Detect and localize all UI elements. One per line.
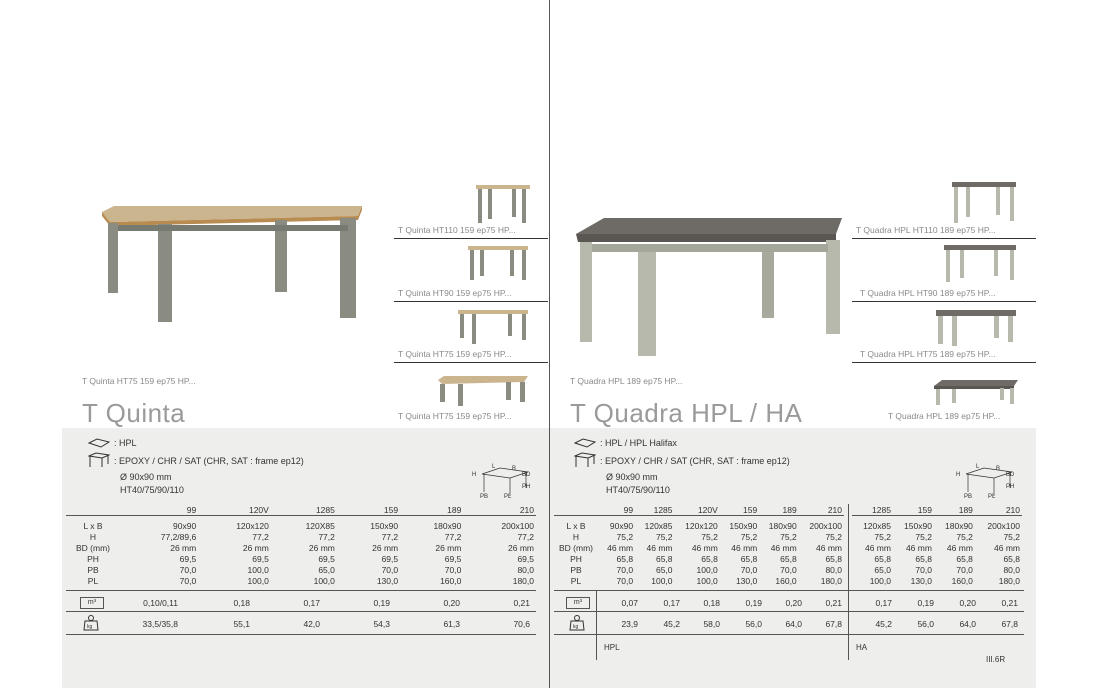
table-cell: 150x90 (729, 520, 758, 531)
table-cell: 120X85 (305, 520, 335, 531)
quadra-thumb-ht90 (942, 243, 1018, 285)
weight-icon (568, 614, 586, 632)
quadra-m3: 0,21 (1001, 598, 1018, 608)
table-cell: 69,5 (179, 553, 197, 564)
tabletop-icon (88, 437, 110, 449)
table-cell: 189 (782, 504, 797, 515)
diagram-h: H (956, 472, 961, 478)
table-cell: 75,2 (616, 531, 634, 542)
quadra-frame-finish: : EPOXY / CHR / SAT (CHR, SAT : frame ep12) (600, 456, 790, 466)
table-cell: 77,2 (444, 531, 462, 542)
quadra-kg: 67,8 (825, 619, 842, 629)
table-cell: 80,0 (825, 564, 842, 575)
table-cell: PH (570, 553, 582, 564)
diagram-pl: PL (504, 494, 512, 500)
quadra-m3: 0,19 (745, 598, 762, 608)
table-separator (848, 504, 849, 660)
table-cell: 130,0 (376, 575, 399, 586)
page-spine (549, 0, 550, 688)
divider (394, 362, 548, 363)
quadra-top-material: : HPL / HPL Halifax (600, 438, 677, 448)
table-cell: 200x100 (501, 520, 534, 531)
table-row (66, 564, 536, 575)
quadra-kg: 23,9 (621, 619, 638, 629)
table-cell: 160,0 (951, 575, 973, 586)
divider (554, 611, 1024, 612)
table-cell: 210 (827, 504, 842, 515)
table-row (852, 575, 1022, 586)
quadra-thumb-caption-4: T Quadra HPL 189 ep75 HP... (888, 411, 1001, 421)
quinta-frame-finish: : EPOXY / CHR / SAT (CHR, SAT : frame ep12) (114, 456, 304, 466)
ha-label: HA (856, 643, 868, 652)
quadra-m3: 0,19 (917, 598, 934, 608)
weight-label: kg (87, 624, 93, 630)
page-code: III.6R (986, 655, 1006, 664)
quinta-thumb-low (436, 374, 530, 408)
table-cell: 160,0 (440, 575, 462, 586)
table-cell: 46 mm (816, 542, 842, 553)
divider (554, 634, 1024, 635)
table-cell: 70,0 (956, 564, 973, 575)
quinta-m3-0: 0,10/0,11 (143, 598, 178, 608)
table-cell: 70,0 (780, 564, 797, 575)
table-cell: 69,5 (381, 553, 399, 564)
table-cell: 65,8 (701, 553, 718, 564)
quadra-kg: 67,8 (1001, 619, 1018, 629)
quinta-kg-3: 54,3 (373, 619, 390, 629)
divider (852, 238, 1036, 239)
hpl-label: HPL (604, 643, 620, 652)
diagram-h: H (472, 472, 477, 478)
table-row (852, 553, 1022, 564)
table-cell: 46 mm (946, 542, 973, 553)
quinta-main-image (100, 200, 365, 325)
diagram-l: L (492, 464, 496, 470)
quadra-kg: 56,0 (745, 619, 762, 629)
quadra-thumb-caption-3: T Quadra HPL HT75 189 ep75 HP... (860, 349, 996, 359)
divider (66, 590, 536, 591)
row-label: PL (87, 575, 99, 586)
table-cell: 180,0 (512, 575, 534, 586)
quinta-kg-1: 55,1 (233, 619, 250, 629)
table-cell: 65,8 (616, 553, 634, 564)
table-cell: 75,2 (1003, 531, 1020, 542)
diagram-l: L (976, 464, 980, 470)
table-cell: 120x85 (863, 520, 891, 531)
column-header: 189 (447, 504, 462, 515)
table-cell: 130,0 (735, 575, 758, 586)
table-cell: 150x90 (370, 520, 399, 531)
table-cell: 46 mm (607, 542, 634, 553)
divider (394, 238, 548, 239)
table-cell: 77,2 (517, 531, 534, 542)
table-cell: PB (570, 564, 582, 575)
quinta-main-caption: T Quinta HT75 159 ep75 HP... (82, 376, 196, 386)
quadra-kg: 45,2 (875, 619, 892, 629)
weight-label: kg (573, 624, 579, 630)
table-row (554, 564, 844, 575)
quinta-kg-2: 42,0 (303, 619, 320, 629)
table-cell: BD (mm) (559, 542, 593, 553)
quinta-m3-2: 0,17 (303, 598, 320, 608)
row-label: PH (87, 553, 99, 564)
table-cell: 26 mm (242, 542, 269, 553)
diagram-ph: PH (1006, 484, 1015, 490)
divider (66, 634, 536, 635)
quinta-m3-4: 0,20 (443, 598, 460, 608)
table-cell: 65,0 (655, 564, 673, 575)
table-cell: 160,0 (775, 575, 797, 586)
table-cell: 180,0 (820, 575, 842, 586)
table-cell: 75,2 (780, 531, 797, 542)
table-cell: 26 mm (435, 542, 462, 553)
table-cell: 70,0 (444, 564, 462, 575)
quinta-title: T Quinta (82, 398, 186, 428)
table-cell: 120x85 (644, 520, 673, 531)
table-cell: 100,0 (313, 575, 335, 586)
table-cell: 70,0 (616, 575, 634, 586)
table-cell: 80,0 (1003, 564, 1020, 575)
volume-icon: m³ (80, 597, 104, 609)
quadra-title: T Quadra HPL / HA (570, 398, 803, 428)
row-label: PB (87, 564, 99, 575)
table-cell: 100,0 (869, 575, 891, 586)
table-cell: 180x90 (945, 520, 973, 531)
table-cell: L x B (566, 520, 586, 531)
table-cell: 77,2 (318, 531, 335, 542)
quadra-kg: 58,0 (703, 619, 720, 629)
quadra-main-caption: T Quadra HPL 189 ep75 HP... (570, 376, 683, 386)
diagram-pl: PL (988, 494, 996, 500)
divider (394, 301, 548, 302)
table-cell: 100,0 (696, 564, 718, 575)
table-cell: 65,0 (318, 564, 335, 575)
table-row (554, 520, 844, 531)
table-cell: 26 mm (372, 542, 399, 553)
table-cell (554, 504, 598, 516)
diagram-bd: BD (522, 472, 531, 478)
quadra-leg-size: Ø 90x90 mm (606, 472, 658, 482)
column-header: 120V (248, 504, 269, 515)
table-cell: 77,2 (381, 531, 399, 542)
quadra-thumb-ht110 (950, 180, 1018, 226)
quadra-kg: 56,0 (917, 619, 934, 629)
quinta-thumb-caption-4: T Quinta HT75 159 ep75 HP... (398, 411, 512, 421)
table-row (66, 575, 536, 586)
row-label: L x B (83, 520, 103, 531)
quadra-kg: 45,2 (663, 619, 680, 629)
table-row (852, 564, 1022, 575)
table-cell: 200x100 (809, 520, 842, 531)
table-cell: 70,0 (179, 564, 197, 575)
quinta-m3-5: 0,21 (513, 598, 530, 608)
table-cell: 46 mm (731, 542, 758, 553)
table-cell: 70,0 (179, 575, 197, 586)
quinta-top-material: : HPL (114, 438, 137, 448)
quinta-leg-size: Ø 90x90 mm (120, 472, 172, 482)
table-cell: 69,5 (517, 553, 534, 564)
table-header-row (554, 504, 844, 516)
quadra-ha-table (852, 504, 1022, 586)
table-cell: 100,0 (651, 575, 673, 586)
divider (852, 301, 1036, 302)
table-cell: 75,2 (956, 531, 973, 542)
diagram-bd: BD (1006, 472, 1015, 478)
table-cell: 65,8 (825, 553, 842, 564)
table-cell: 26 mm (170, 542, 197, 553)
table-cell: 65,8 (915, 553, 932, 564)
table-cell: 90x90 (173, 520, 197, 531)
quadra-thumb-low (932, 378, 1020, 408)
quadra-m3: 0,21 (825, 598, 842, 608)
table-cell: 130,0 (910, 575, 932, 586)
table-row (852, 520, 1022, 531)
table-row (554, 531, 844, 542)
column-header: 159 (383, 504, 399, 515)
table-cell: 77,2 (252, 531, 269, 542)
divider (66, 611, 536, 612)
column-header: 99 (186, 504, 197, 515)
quadra-hpl-table (554, 504, 844, 586)
quinta-m3-3: 0,19 (373, 598, 390, 608)
quinta-m3-1: 0,18 (233, 598, 250, 608)
quinta-kg-0: 33,5/35,8 (142, 619, 178, 629)
diagram-ph: PH (522, 484, 531, 490)
quinta-thumb-ht90 (466, 244, 530, 284)
table-cell: 159 (743, 504, 758, 515)
table-cell: 70,0 (740, 564, 758, 575)
quadra-kg: 64,0 (785, 619, 802, 629)
table-cell: 90x90 (609, 520, 634, 531)
quinta-thumb-caption-3: T Quinta HT75 159 ep75 HP... (398, 349, 512, 359)
table-cell: 26 mm (508, 542, 534, 553)
quadra-thumb-ht75 (934, 308, 1018, 348)
table-cell: 80,0 (517, 564, 534, 575)
table-cell: 69,5 (318, 553, 335, 564)
table-cell: 150x90 (904, 520, 932, 531)
table-cell: 70,0 (616, 564, 634, 575)
row-label: BD (mm) (76, 542, 110, 553)
table-cell: 69,5 (444, 553, 462, 564)
table-cell: 100,0 (696, 575, 718, 586)
table-cell: 70,0 (915, 564, 932, 575)
table-cell: 70,0 (381, 564, 399, 575)
table-cell: 65,8 (740, 553, 758, 564)
column-header: 1285 (315, 504, 335, 515)
quadra-dimension-diagram (954, 462, 1024, 502)
quinta-dimension-diagram (470, 462, 540, 502)
quinta-thumb-ht110 (474, 183, 532, 225)
table-row (66, 542, 536, 553)
quinta-spec-table (66, 504, 536, 586)
table-cell: 75,2 (655, 531, 673, 542)
table-cell: 200x100 (987, 520, 1020, 531)
table-separator (596, 590, 597, 660)
weight-icon (82, 614, 100, 632)
divider (852, 362, 1036, 363)
tabletop-icon (574, 437, 596, 449)
table-row (852, 531, 1022, 542)
table-cell: 75,2 (874, 531, 891, 542)
table-cell: 120V (697, 504, 718, 515)
volume-icon: m³ (566, 597, 590, 609)
column-header: 210 (519, 504, 534, 515)
table-cell: 46 mm (864, 542, 891, 553)
table-cell: 120x120 (236, 520, 269, 531)
diagram-b: B (512, 466, 517, 472)
quinta-thumb-caption-1: T Quinta HT110 159 ep75 HP... (398, 225, 516, 235)
table-cell: PL (570, 575, 582, 586)
table-cell: 65,8 (655, 553, 673, 564)
table-cell: 46 mm (691, 542, 718, 553)
table-row (66, 531, 536, 542)
quadra-heights: HT40/75/90/110 (606, 485, 670, 495)
table-cell: 75,2 (701, 531, 718, 542)
table-cell: 46 mm (994, 542, 1020, 553)
table-cell: 1285 (653, 504, 673, 515)
quinta-kg-5: 70,6 (513, 619, 530, 629)
quadra-m3: 0,20 (785, 598, 802, 608)
quadra-thumb-caption-1: T Quadra HPL HT110 189 ep75 HP... (856, 225, 996, 235)
table-cell: 159 (917, 504, 932, 515)
quinta-heights: HT40/75/90/110 (120, 485, 184, 495)
table-cell: 75,2 (915, 531, 932, 542)
quadra-thumb-caption-2: T Quadra HPL HT90 189 ep75 HP... (860, 288, 996, 298)
table-cell: 46 mm (770, 542, 797, 553)
table-row (852, 542, 1022, 553)
table-row (554, 553, 844, 564)
table-row (554, 542, 844, 553)
table-row (554, 575, 844, 586)
table-cell: 100,0 (247, 575, 269, 586)
quadra-m3: 0,17 (663, 598, 680, 608)
divider (554, 590, 1024, 591)
frame-icon (574, 452, 596, 468)
table-cell: 46 mm (646, 542, 673, 553)
table-cell: 180,0 (998, 575, 1020, 586)
quadra-main-image (574, 214, 846, 360)
table-cell: 180x90 (768, 520, 797, 531)
row-label: H (89, 531, 97, 542)
quadra-m3: 0,18 (703, 598, 720, 608)
quinta-kg-4: 61,3 (443, 619, 460, 629)
table-row (66, 553, 536, 564)
table-cell: 65,8 (1003, 553, 1020, 564)
table-cell (66, 504, 120, 516)
table-cell: 26 mm (308, 542, 335, 553)
quinta-thumb-ht75 (456, 308, 530, 348)
table-cell: 180x90 (433, 520, 462, 531)
table-row (66, 520, 536, 531)
table-cell: 65,0 (874, 564, 891, 575)
table-cell: 210 (1005, 504, 1020, 515)
quinta-thumb-caption-2: T Quinta HT90 159 ep75 HP... (398, 288, 512, 298)
table-cell: 69,5 (252, 553, 269, 564)
table-cell: 99 (623, 504, 634, 515)
table-cell: 100,0 (247, 564, 269, 575)
table-cell: 77,2/89,6 (160, 531, 197, 542)
table-header-row (66, 504, 536, 516)
quadra-m3: 0,17 (875, 598, 892, 608)
table-header-row (852, 504, 1022, 516)
table-cell: 65,8 (956, 553, 973, 564)
diagram-b: B (996, 466, 1001, 472)
quadra-m3: 0,20 (959, 598, 976, 608)
diagram-pb: PB (964, 494, 973, 500)
frame-icon (88, 452, 110, 468)
table-cell: 65,8 (874, 553, 891, 564)
table-cell: H (572, 531, 580, 542)
table-cell: 1285 (872, 504, 891, 515)
table-cell: 75,2 (825, 531, 842, 542)
table-cell: 75,2 (740, 531, 758, 542)
quadra-m3: 0,07 (621, 598, 638, 608)
table-cell: 120x120 (685, 520, 718, 531)
quadra-kg: 64,0 (959, 619, 976, 629)
table-cell: 65,8 (780, 553, 797, 564)
diagram-pb: PB (480, 494, 489, 500)
table-cell: 189 (958, 504, 973, 515)
table-cell: 46 mm (905, 542, 932, 553)
